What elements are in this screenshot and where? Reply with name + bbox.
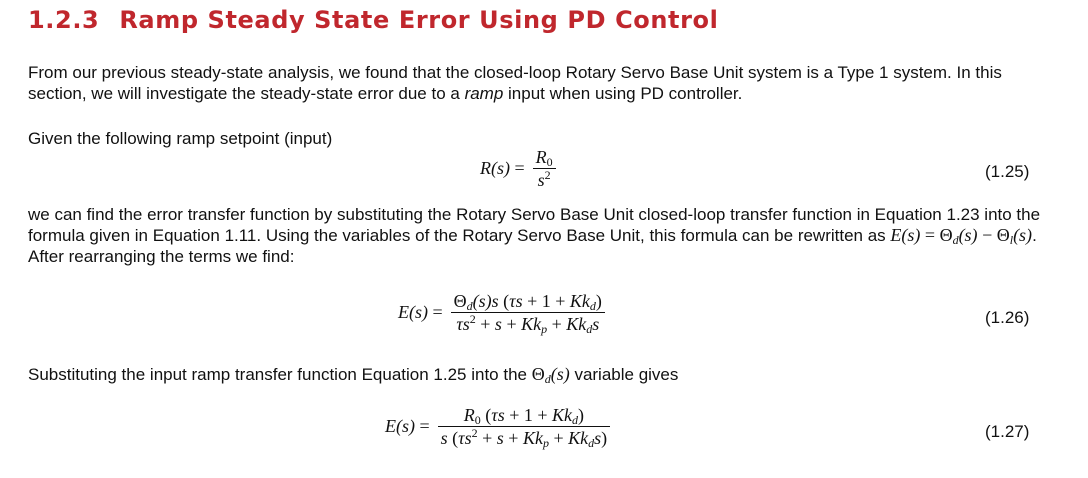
equation-1-26-fraction: $\frac{\Theta_d(s)s (\tau s + 1 + Kk_d)}{\tau s^2 + s + Kk_p + Kk_ds}$ — [451, 290, 605, 335]
equation-1-27-fraction: $\frac{R_0 (\tau s + 1 + Kk_d)}{s (\tau s^2 + s + Kk_p + Kk_ds)}$ — [438, 404, 610, 449]
equation-1-26: E(s) = $\frac{\Theta_d(s)s (\tau s + 1 + Kk_d)}{\tau s^2 + s + Kk_p + Kk_ds}$ — [398, 290, 605, 335]
intro-text-part2: input when using PD controller. — [503, 84, 743, 103]
section-number: 1.2.3 — [28, 6, 100, 34]
section-title: Ramp Steady State Error Using PD Control — [119, 6, 719, 34]
equation-number-1-26: (1.26) — [985, 308, 1030, 327]
error-definition-math: $E(s) = \Theta_d(s) - \Theta_l(s)$ — [890, 225, 1033, 247]
derivation-paragraph — [28, 204, 1058, 267]
intro-paragraph — [28, 62, 1058, 104]
derivation-text-part2: . After rearranging the terms we find: — [28, 226, 1037, 266]
equation-1-25-fraction: $\frac{R_0}{s^2}$ — [533, 146, 556, 191]
derivation-text-part1: we can find the error transfer function by substituting the Rotary Servo Base Unit closed-loop transfer function in Equation 1.23 into the formula given in Equation 1.11. Using the variables of the Rotary Servo Base Unit, this formula can be rewritten as — [28, 205, 1041, 245]
equation-1-25: R(s) = $\frac{R_0}{s^2}$ — [480, 146, 556, 191]
theta-d-math: $\Theta_d(s)$ — [531, 364, 570, 386]
intro-text-part1: From our previous steady-state analysis, we found that the closed-loop Rotary Servo Base Unit system is a Type 1 system. In this section, we will investigate the steady-state error due to a — [28, 63, 1002, 103]
substitution-paragraph — [28, 364, 1058, 385]
section-heading — [28, 6, 718, 34]
ramp-emphasis: ramp — [464, 84, 504, 103]
substitution-text-part2: variable gives — [569, 365, 679, 384]
given-paragraph: Given the following ramp setpoint (input) — [28, 129, 333, 148]
equation-1-27: E(s) = $\frac{R_0 (\tau s + 1 + Kk_d)}{s (\tau s^2 + s + Kk_p + Kk_ds)}$ — [385, 404, 610, 449]
equation-number-1-25: (1.25) — [985, 162, 1030, 181]
substitution-text-part1: Substituting the input ramp transfer function Equation 1.25 into the — [28, 365, 532, 384]
equation-number-1-27: (1.27) — [985, 422, 1030, 441]
